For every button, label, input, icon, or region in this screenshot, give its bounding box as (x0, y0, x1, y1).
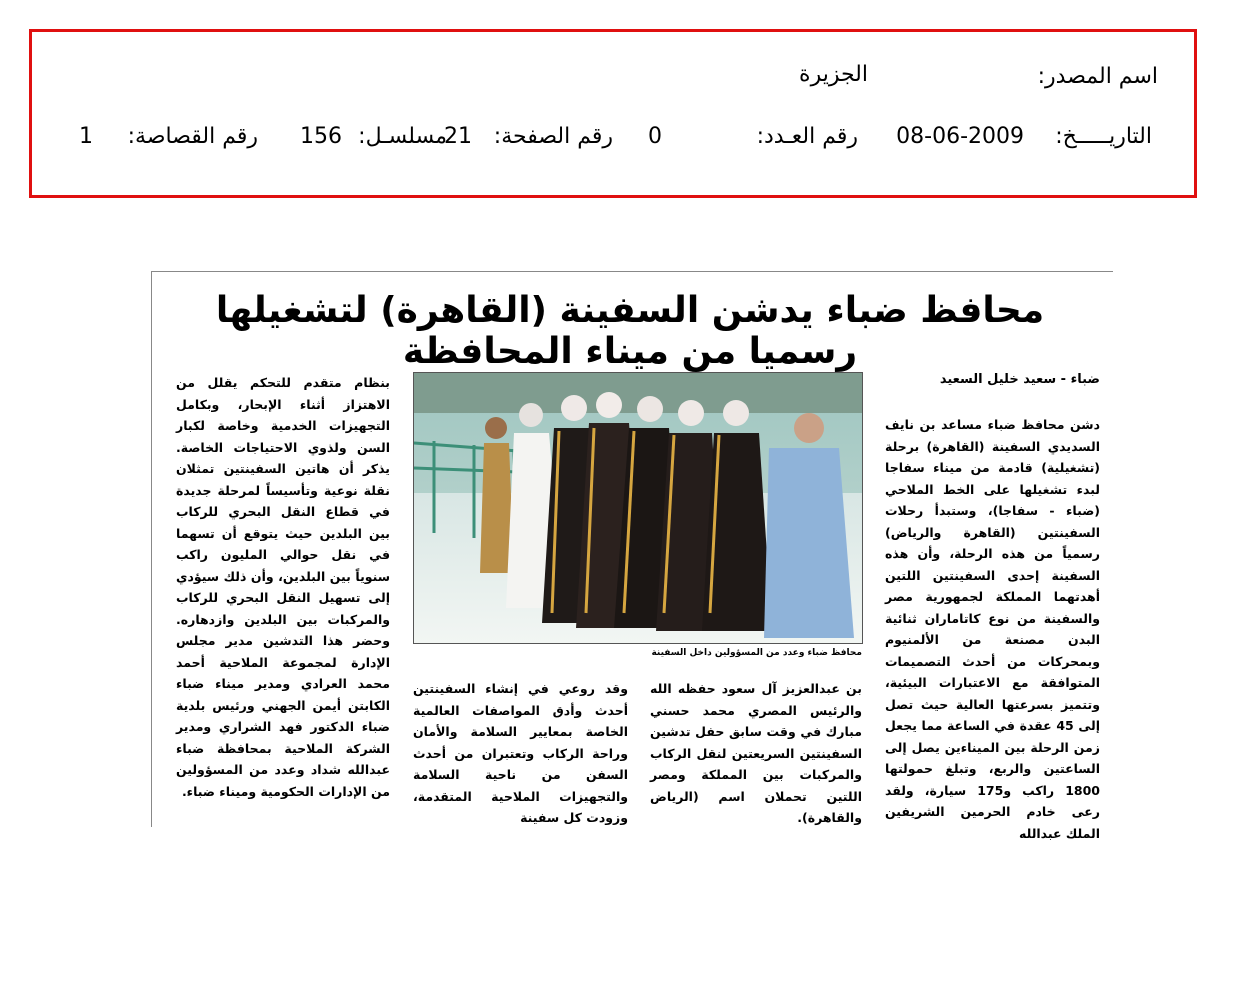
clipping-top-border (151, 271, 1113, 272)
article-column-3: وقد روعي في إنشاء السفينتين أحدث وأدق المواصفات العالمية الخاصة بمعايير السلامة والأمان وراحة الركاب وتعتبران من أحدث السفن من ناحية السلامة والتجهيزات الملاحية المتقدمة، وزودت كل سفينة (413, 681, 628, 825)
clip-label: رقم القصاصة: (127, 124, 258, 149)
date-value: 08-06-2009 (896, 124, 1024, 149)
source-label: اسم المصدر: (1037, 64, 1158, 89)
header-box (29, 29, 1197, 198)
source-value: الجزيرة (799, 62, 868, 87)
date-label: التاريـــــخ: (1055, 124, 1152, 149)
issue-label: رقم العـدد: (756, 124, 858, 149)
article-photo (413, 372, 863, 644)
clipping-left-border (151, 271, 152, 827)
issue-value: 0 (648, 124, 662, 149)
clip-value: 1 (79, 124, 93, 149)
serial-label: مسلسـل: (358, 124, 447, 149)
article-headline: محافظ ضباء يدشن السفينة (القاهرة) لتشغيلها رسميا من ميناء المحافظة (215, 290, 1045, 372)
article-column-2: بن عبدالعزيز آل سعود حفظه الله والرئيس المصري محمد حسني مبارك في وقت سابق حفل تدشين السفينتين السريعتين لنقل الركاب والمركبات بين المملكة ومصر اللتين تحملان اسم (الرياض والقاهرة). (650, 681, 862, 825)
article-column-1: دشن محافظ ضباء مساعد بن نايف السديدي السفينة (القاهرة) برحلة (تشغيلية) قادمة من ميناء سفاجا لبدء تشغيلها على الخط الملاحي (ضباء - سفاجا)، وستبدأ رحلات السفينتين (القاهرة والرياض) رسمياً من هذه الرحلة، وأن هذه السفينة إحدى السفينتين اللتين أهدتهما المملكة لجمهورية مصر والسفينة من نوع كاتاماران ثنائية البدن مصنعة من الألمنيوم وبمحركات من أحدث التصميمات المتوافقة مع الاعتبارات البيئية، وتتميز بسرعتها العالية حيث تصل إلى 45 عقدة في الساعة مما يجعل زمن الرحلة بين الميناءين يصل إلى الساعتين والربع، وتبلغ حمولتها 1800 راكب و175 سيارة، ولقد رعى خادم الحرمين الشريفين الملك عبدالله (885, 417, 1100, 841)
article-column-4: بنظام متقدم للتحكم يقلل من الاهتزاز أثناء الإبحار، وبكامل التجهيزات الخدمية وخاصة لكبار السن ولذوي الاحتياجات الخاصة. يذكر أن هاتين السفينتين تمثلان نقلة نوعية وتأسيساً لمرحلة جديدة في قطاع النقل البحري للركاب بين البلدين حيث يتوقع أن تسهما في نقل حوالي المليون راكب سنوياً بين البلدين، وأن ذلك سيؤدي إلى تسهيل النقل البحري للركاب والمركبات بين البلدين وازدهاره. وحضر هذا التدشين مدير مجلس الإدارة لمجموعة الملاحية أحمد محمد العرادي ومدير ميناء ضباء الكابتن أيمن الجهني ورئيس بلدية ضباء الدكتور فهد الشراري ومدير الشركة الملاحية بمحافظة ضباء عبدالله شداد وعدد من المسؤولين من الإدارات الحكومية وميناء ضباء. (176, 375, 390, 799)
page-value: 21 (444, 124, 472, 149)
photo-caption: محافظ ضباء وعدد من المسؤولين داخل السفينة (651, 648, 862, 658)
page-label: رقم الصفحة: (493, 124, 613, 149)
article-byline: ضباء - سعيد خليل السعيد (939, 372, 1100, 387)
serial-value: 156 (300, 124, 342, 149)
